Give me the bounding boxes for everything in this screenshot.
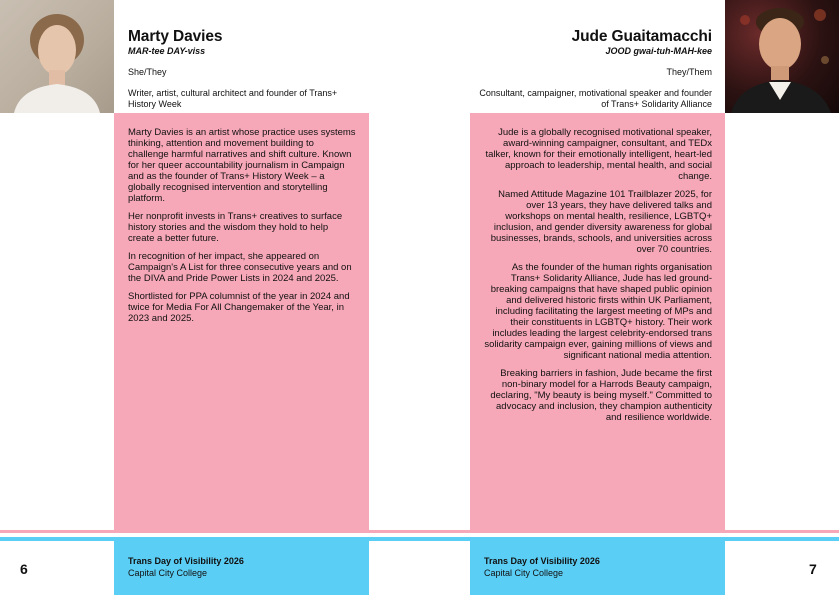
- footer-title: Trans Day of Visibility 2026: [484, 556, 600, 566]
- footer-title: Trans Day of Visibility 2026: [128, 556, 244, 566]
- bio-paragraph: Breaking barriers in fashion, Jude became the first non-binary model for a Harrods Beauty campaign, declaring, "My beauty is being myself." Committed to advocacy and inclusion, they champion authenticity and resilience worldwide.: [490, 368, 712, 423]
- footer-subtitle: Capital City College: [484, 568, 564, 578]
- profile-header-right: [470, 0, 725, 113]
- bio-panel-right: [470, 113, 725, 530]
- pronouns: They/Them: [666, 67, 712, 77]
- bio-paragraph: Her nonprofit invests in Trans+ creatives to surface history stories and the wisdom they hold to help create a better future.: [128, 211, 343, 244]
- bio-paragraph: In recognition of her impact, she appeared on Campaign's A List for three consecutive years and on the DIVA and Pride Power Lists in 2024 and 2025.: [128, 251, 352, 284]
- bio-paragraph: Jude is a globally recognised motivational speaker, award-winning campaigner, consultant, and TEDx talker, known for their emotionally intelligent, heart-led approach to leadership, mental health, and social change.: [485, 127, 712, 182]
- footer-left: [114, 541, 369, 595]
- portrait-photo-marty: [0, 0, 114, 113]
- portrait-photo-jude: [725, 0, 839, 113]
- name-pronunciation: JOOD gwai-tuh-MAH-kee: [605, 46, 712, 56]
- footer-right: [470, 541, 725, 595]
- name-pronunciation: MAR-tee DAY-viss: [128, 46, 206, 56]
- portrait-image: [0, 0, 114, 113]
- profile-name: Marty Davies: [128, 28, 223, 45]
- page-number-right: 7: [809, 561, 817, 577]
- portrait-image: [725, 0, 839, 113]
- bio-paragraph: Shortlisted for PPA columnist of the year in 2024 and twice for Media For All Changemaker of the Year, in 2023 and 2025.: [128, 291, 350, 324]
- profile-role: Writer, artist, cultural architect and founder of Trans+ History Week: [128, 88, 338, 109]
- profile-header-left: [114, 0, 369, 113]
- footer-subtitle: Capital City College: [128, 568, 208, 578]
- profile-name: Jude Guaitamacchi: [571, 28, 712, 45]
- bio-paragraph: Marty Davies is an artist whose practice uses systems thinking, attention and movement building to challenge harmful narratives and shift culture. Known for her queer accountability journalism in Campaign and as the founder of Trans+ History Week – a globally recognised intervention and storytelling platform.: [128, 127, 356, 204]
- bio-paragraph: Named Attitude Magazine 101 Trailblazer 2025, for over 13 years, they have delivered talks and workshops on mental health, resilience, LGBTQ+ inclusion, and gender diversity awareness for global businesses, brands, schools, and universities across over 70 countries.: [490, 189, 712, 255]
- pronouns: She/They: [128, 67, 167, 77]
- profile-role: Consultant, campaigner, motivational speaker and founder of Trans+ Solidarity Alliance: [479, 88, 712, 109]
- bio-panel-left: [114, 113, 369, 530]
- bio-paragraph: As the founder of the human rights organisation Trans+ Solidarity Alliance, Jude has led ground-breaking campaigns that have shaped public opinion and delivered historic firsts within UK Parliament, including facilitating the largest meeting of MPs and their constituents in LGBTQ+ history. Their work includes leading the largest celebrity-endorsed trans solidarity campaign ever, gaining millions of views and significant national media attention.: [484, 262, 712, 361]
- page-number-left: 6: [20, 561, 28, 577]
